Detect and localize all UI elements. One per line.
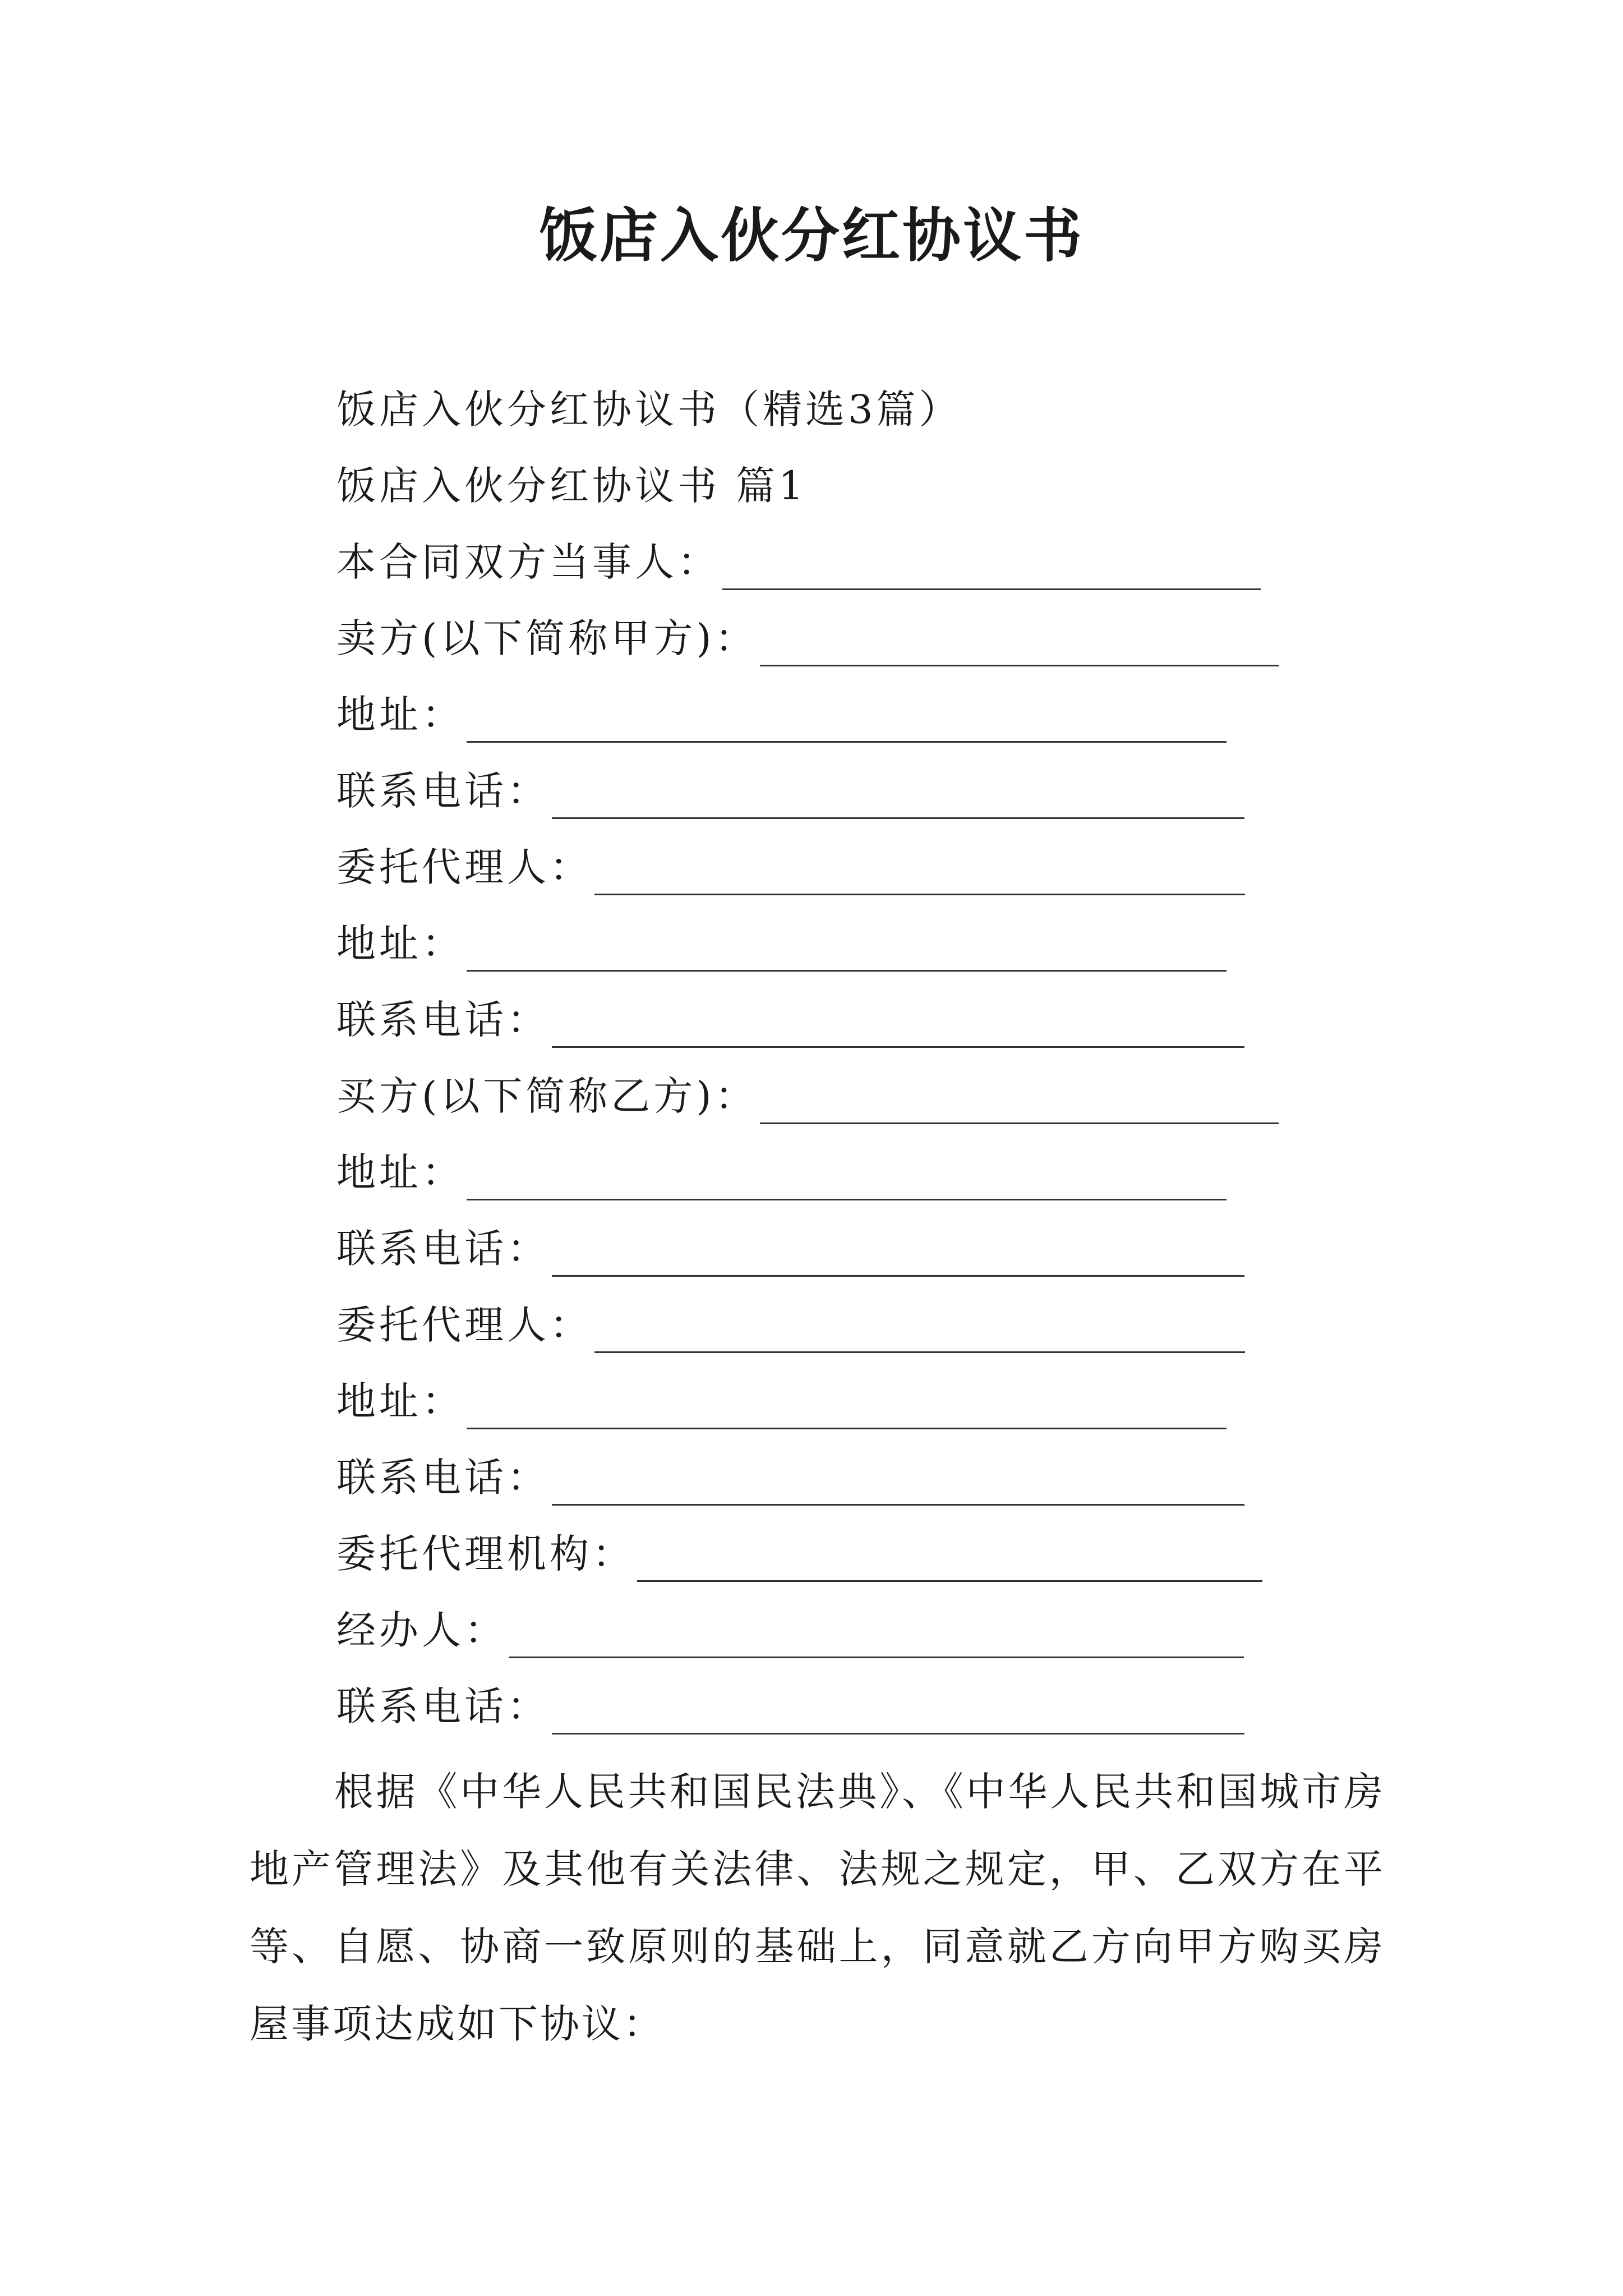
body-paragraph <box>250 1753 1385 2063</box>
fill-in-blank[interactable] <box>467 1385 1227 1429</box>
field-label: 地址： <box>336 692 464 738</box>
field-label: 联系电话： <box>336 1455 550 1501</box>
field-parties <box>336 534 1261 590</box>
field-handler-phone <box>336 1678 1244 1734</box>
section-heading-text: 饭店入伙分红协议书 篇1 <box>336 463 807 509</box>
fill-in-blank[interactable] <box>467 698 1227 743</box>
fill-in-blank[interactable] <box>552 1004 1244 1048</box>
field-buyer-agent <box>336 1297 1245 1353</box>
field-label: 委托代理人： <box>336 844 592 890</box>
field-handler <box>336 1602 1244 1658</box>
section-heading <box>336 458 807 514</box>
fill-in-blank[interactable] <box>760 1080 1279 1124</box>
field-buyer-phone <box>336 1221 1244 1277</box>
field-seller-agent-address <box>336 915 1227 972</box>
field-buyer-address <box>336 1144 1227 1200</box>
body-paragraph-text: 根据《中华人民共和国民法典》、《中华人民共和国城市房地产管理法》及其他有关法律、法规之规定，甲、乙双方在平等、自愿、协商一致原则的基础上，同意就乙方向甲方购买房屋事项达成如下协议： <box>250 1769 1385 2047</box>
fill-in-blank[interactable] <box>509 1614 1244 1658</box>
fill-in-blank[interactable] <box>594 851 1245 895</box>
field-label: 联系电话： <box>336 1226 550 1272</box>
document-title: 饭店入伙分红协议书 <box>538 201 1084 270</box>
field-label: 联系电话： <box>336 1683 550 1729</box>
field-label: 经办人： <box>336 1607 507 1653</box>
field-seller <box>336 610 1279 666</box>
fill-in-blank[interactable] <box>552 775 1244 819</box>
fill-in-blank[interactable] <box>760 622 1279 666</box>
field-label: 联系电话： <box>336 997 550 1043</box>
field-agency <box>336 1526 1262 1582</box>
field-buyer <box>336 1068 1279 1124</box>
fill-in-blank[interactable] <box>594 1309 1245 1353</box>
subtitle-text: 饭店入伙分红协议书（精选3篇） <box>336 386 962 432</box>
fill-in-blank[interactable] <box>637 1538 1262 1582</box>
field-buyer-agent-address <box>336 1373 1227 1429</box>
field-label: 联系电话： <box>336 768 550 814</box>
field-seller-agent <box>336 839 1245 895</box>
subtitle <box>336 381 962 438</box>
field-seller-agent-phone <box>336 992 1244 1048</box>
fill-in-blank[interactable] <box>552 1461 1244 1506</box>
fill-in-blank[interactable] <box>722 546 1261 590</box>
field-buyer-agent-phone <box>336 1450 1244 1506</box>
field-label: 委托代理人： <box>336 1302 592 1348</box>
field-seller-address <box>336 687 1227 743</box>
fill-in-blank[interactable] <box>552 1690 1244 1734</box>
field-label: 地址： <box>336 921 464 967</box>
fill-in-blank[interactable] <box>467 1156 1227 1200</box>
fill-in-blank[interactable] <box>467 927 1227 972</box>
field-label: 卖方(以下简称甲方)： <box>336 615 758 661</box>
field-label: 本合同双方当事人： <box>336 539 720 585</box>
field-seller-phone <box>336 763 1244 819</box>
field-label: 委托代理机构： <box>336 1531 635 1577</box>
fill-in-blank[interactable] <box>552 1232 1244 1277</box>
field-label: 地址： <box>336 1149 464 1195</box>
field-label: 买方(以下简称乙方)： <box>336 1073 758 1119</box>
field-label: 地址： <box>336 1378 464 1424</box>
